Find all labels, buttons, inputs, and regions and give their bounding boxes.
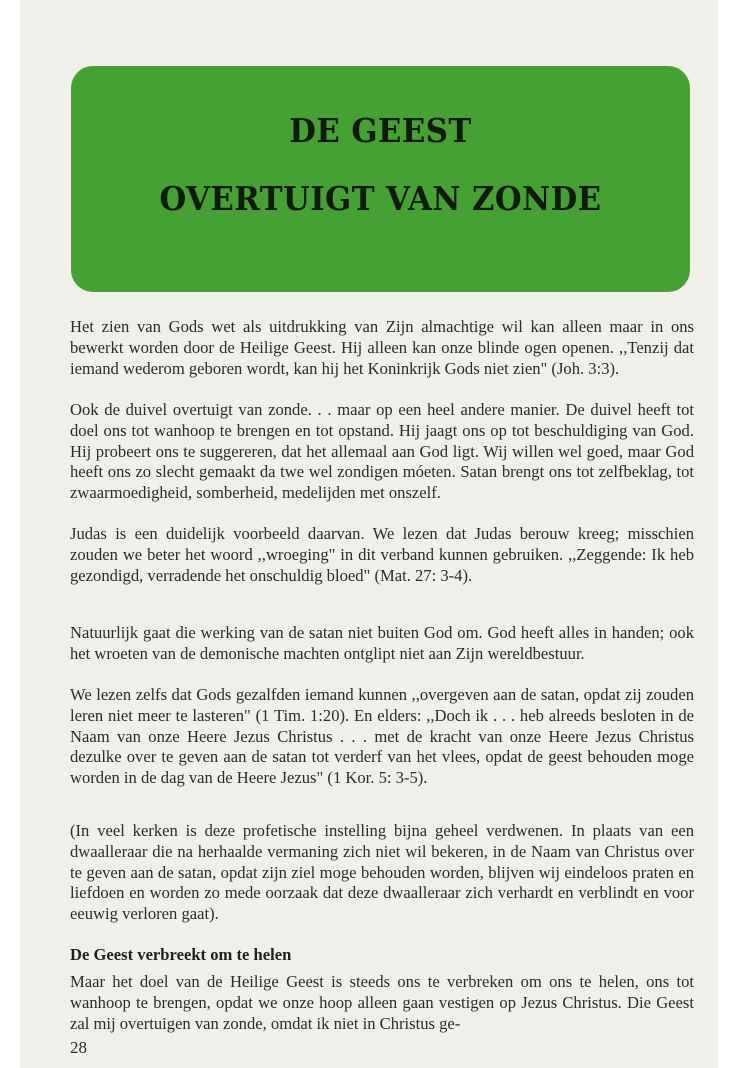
paragraph-7: Maar het doel van de Heilige Geest is steeds ons te verbreken om ons te helen, ons tot wanhoop te brengen, opdat we onze hoop alleen gaan vestigen op Jezus Christus. Die Geest zal mij overtuigen van zonde, omdat ik niet in Christus ge- — [70, 972, 694, 1033]
paragraph-5: We lezen zelfs dat Gods gezalfden iemand kunnen ,,overgeven aan de satan, opdat zij zouden leren niet meer te lasteren" (1 Tim. 1:20). En elders: ,,Doch ik . . . heb alreeds besloten in de Naam van onze Heere Jezus Christus . . . met de kracht van onze Heere Jezus Christus dezulke over te geven aan de satan tot verderf van het vlees, opdat de geest behouden moge worden in de dag van de Heere Jezus" (1 Kor. 5: 3-5). — [70, 685, 694, 788]
page-number: 28 — [70, 1038, 87, 1057]
paragraph-1: Het zien van Gods wet als uitdrukking van Zijn almachtige wil kan alleen maar in ons bewerkt worden door de Heilige Geest. Hij alleen kan onze blinde ogen openen. ,,Tenzij dat iemand wederom geboren wordt, kan hij het Koninkrijk Gods niet zien" (Joh. 3:3). — [70, 317, 694, 378]
paragraph-3: Judas is een duidelijk voorbeeld daarvan. We lezen dat Judas berouw kreeg; misschien zouden we beter het woord ,,wroeging" in dit verband kunnen gebruiken. ,,Zeggende: Ik heb gezondigd, verradende het onschuldig bloed" (Mat. 27: 3-4). — [70, 524, 694, 585]
paragraph-6: (In veel kerken is deze profetische instelling bijna geheel verdwenen. In plaats van een dwaalleraar die na herhaalde vermaning zich niet wil bekeren, in de Naam van Christus over te geven aan de satan, opdat zijn ziel moge behouden worden, blijven wij eindeloos praten en liefdoen en worden zo mede oorzaak dat deze dwaalleraar zich verhardt en verblindt en voor eeuwig verloren gaat). — [70, 821, 694, 924]
title-line-1: DE GEEST — [289, 111, 472, 150]
title-line-2: OVERTUIGT VAN ZONDE — [159, 179, 602, 218]
paragraph-2: Ook de duivel overtuigt van zonde. . . maar op een heel andere manier. De duivel heeft tot doel ons tot wanhoop te brengen en tot opstand. Hij jaagt ons op tot beschuldiging van God. Hij probeert ons te suggereren, dat het allemaal aan God ligt. Wij willen wel goed, maar God heeft ons zo slecht gemaakt da twe wel zondigen móeten. Satan brengt ons tot zelfbeklag, tot zwaarmoedigheid, somberheid, medelijden met onszelf. — [70, 400, 694, 503]
section-heading: De Geest verbreekt om te helen — [70, 945, 292, 964]
paragraph-4: Natuurlijk gaat die werking van de satan niet buiten God om. God heeft alles in handen; ook het wroeten van de demonische machten ontglipt niet aan Zijn wereldbestuur. — [70, 623, 694, 663]
